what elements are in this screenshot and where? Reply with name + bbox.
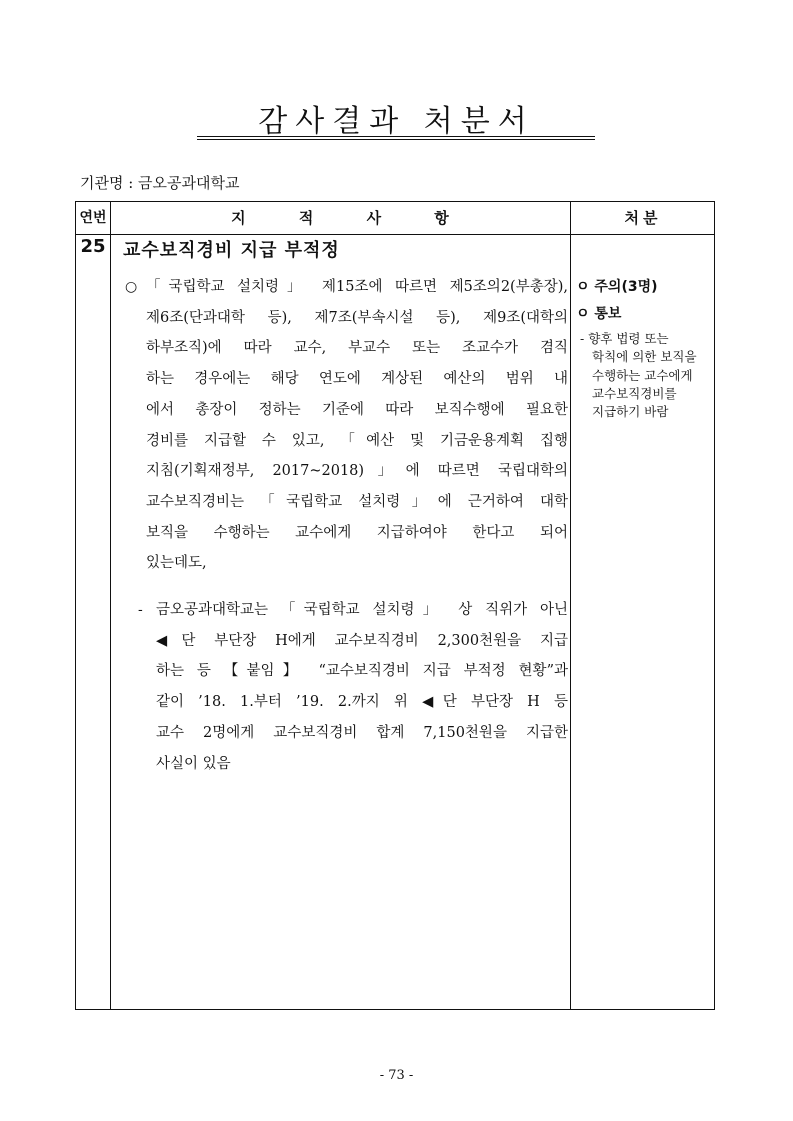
text-line: 교수보직경비는 「국립학교 설치령」에 근거하여 대학 [146,493,568,510]
text-line: 에서 총장이 정하는 기준에 따라 보직수행에 필요한 [146,401,568,418]
text-line: 같이 ’18. 1.부터 ’19. 2.까지 위 ◀단 부단장 H 등 [156,694,568,711]
document-title: 감사결과 처분서 [258,104,535,139]
page-number: - 73 - [379,1068,414,1083]
text-line: 경비를 지급할 수 있고, 「예산 및 기금운용계획 집행 [146,432,568,449]
text-line: 하는 경우에는 해당 연도에 계상된 예산의 범위 내 [146,371,568,388]
disposition-note [580,330,712,421]
finding-paragraph-1 [146,272,568,579]
note-line: 교수보직경비를 [592,385,677,401]
text-line: 하는 등 【붙임】 “교수보직경비 지급 부적정 현황”과 [156,663,568,680]
disposition-caution: ㅇ 주의(3명) [576,279,658,295]
finding-heading: 교수보직경비 지급 부적정 [123,240,340,261]
note-line: - 향후 법령 또는 [580,331,669,346]
disposition-notice: ㅇ 통보 [576,306,622,322]
text-line: 사실이 있음 [156,755,231,772]
text-line: 금오공과대학교는 「국립학교 설치령」 상 직위가 아닌 [156,602,568,618]
para1-bullet: ○ [125,279,138,295]
finding-paragraph-2 [156,595,568,779]
text-line: 있는데도, [146,555,207,572]
text-line: 지침(기획재정부, 2017~2018)」에 따르면 국립대학의 [146,463,568,480]
column-divider-disposition [570,202,571,1009]
para2-bullet: - [138,602,143,618]
text-line: 교수 2명에게 교수보직경비 합계 7,150천원을 지급한 [156,724,568,741]
agency-label: 기관명 : 금오공과대학교 [80,174,240,192]
row-number: 25 [80,236,106,257]
text-line: 「국립학교 설치령」 제15조에 따르면 제5조의2(부총장), [146,279,568,295]
header-no: 연번 [79,210,107,226]
header-matter: 지 적 사 항 [231,209,449,227]
note-line: 수행하는 교수에게 [592,367,693,383]
header-divider [76,234,714,235]
text-line: ◀단 부단장 H에게 교수보직경비 2,300천원을 지급 [156,632,568,649]
text-line: 하부조직)에 따라 교수, 부교수 또는 조교수가 겸직 [146,340,568,357]
findings-table [75,201,715,1010]
note-line: 학칙에 의한 보직을 [592,349,697,365]
note-line: 지급하기 바람 [592,404,669,420]
title-underline [197,136,595,140]
text-line: 제6조(단과대학 등), 제7조(부속시설 등), 제9조(대학의 [146,309,568,326]
text-line: 보직을 수행하는 교수에게 지급하여야 한다고 되어 [146,524,568,541]
header-disposition: 처분 [624,209,662,227]
column-divider-no [110,202,111,1009]
